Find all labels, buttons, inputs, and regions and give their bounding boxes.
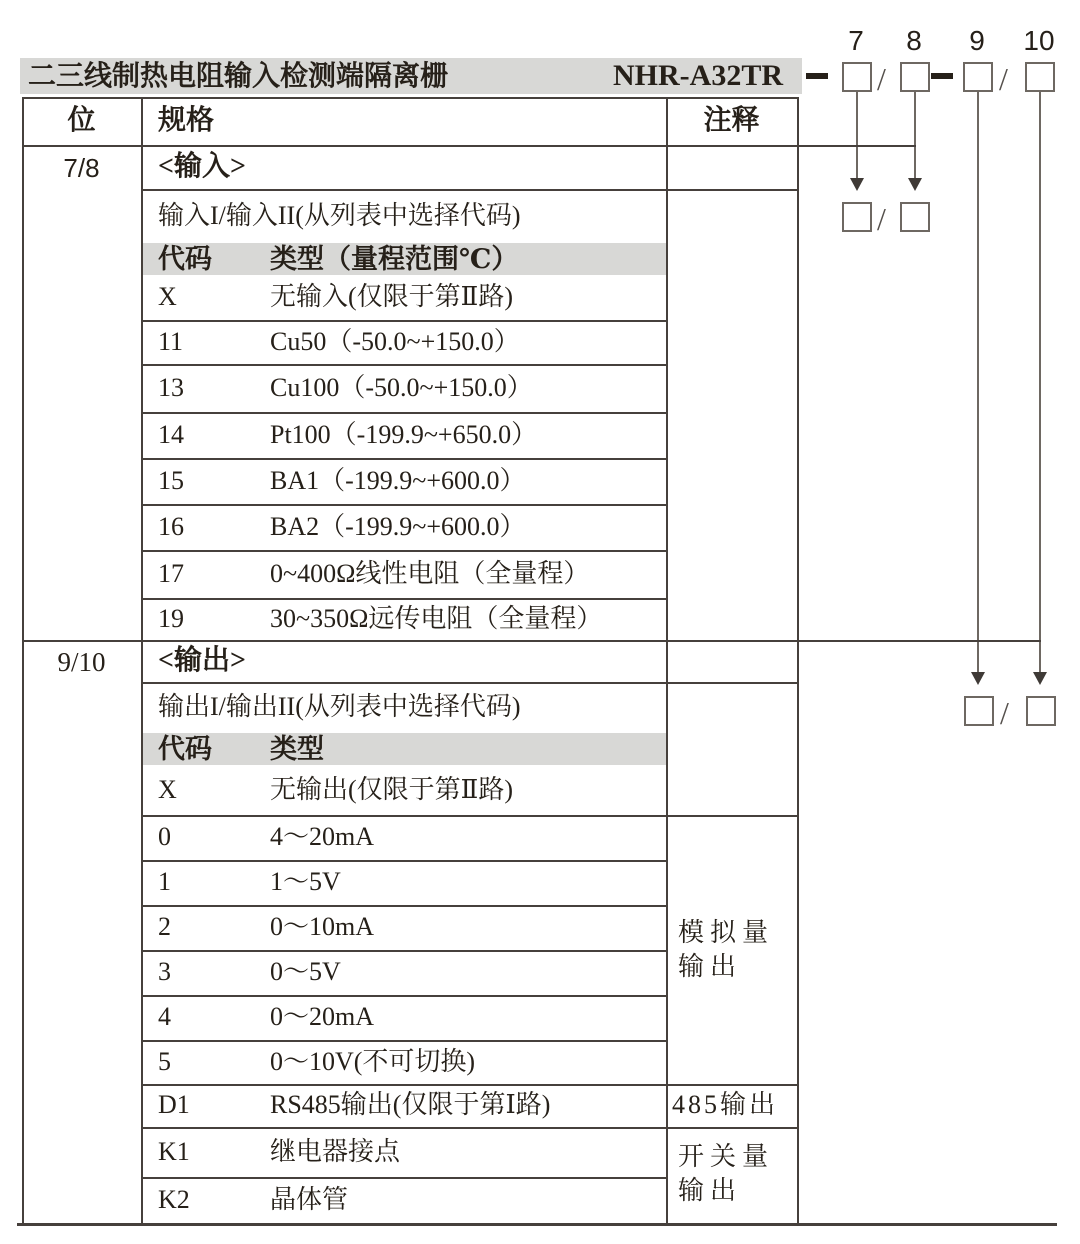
- arrow-down-icon: [1033, 672, 1047, 685]
- code-box-10: [1025, 62, 1055, 92]
- page-title: 二三线制热电阻输入检测端隔离栅: [28, 61, 449, 92]
- slash-separator: /: [1000, 695, 1009, 731]
- row-line: [141, 995, 666, 997]
- note-switch-output-line2: 输出: [678, 1176, 743, 1205]
- row-line: [141, 550, 666, 552]
- output-row-type: 无输出(仅限于第Ⅱ路): [270, 775, 513, 804]
- input-row-type: 无输入(仅限于第Ⅱ路): [270, 282, 513, 311]
- arrow-down-icon: [850, 178, 864, 191]
- note-analog-output-line1: 模拟量: [678, 918, 775, 947]
- row-line: [141, 682, 799, 684]
- output-code-header-bar: [143, 733, 666, 765]
- input-row-code: X: [158, 282, 177, 311]
- output-row-type: 晶体管: [270, 1185, 349, 1214]
- output-row-code: D1: [158, 1090, 190, 1119]
- row-line: [141, 905, 666, 907]
- output-row-type: 0～5V: [270, 957, 341, 986]
- row-line: [141, 1177, 666, 1179]
- section-divider: [22, 640, 1041, 642]
- note-switch-output-line1: 开关量: [678, 1142, 775, 1171]
- output-row-code: 1: [158, 867, 171, 896]
- output-row-code: 0: [158, 822, 171, 851]
- output-row-code: 4: [158, 1002, 171, 1031]
- input-code-box-8: [900, 202, 930, 232]
- output-row-type: 0～20mA: [270, 1002, 375, 1031]
- digit-label-8: 8: [906, 25, 922, 56]
- input-type-header: 类型（量程范围℃）: [270, 244, 519, 274]
- input-row-code: 17: [158, 559, 184, 588]
- slash-separator: /: [877, 201, 886, 237]
- row-line: [141, 412, 666, 414]
- connector-line-10: [1039, 92, 1041, 674]
- input-section-title: <输入>: [158, 151, 246, 182]
- output-pos-label: 9/10: [57, 647, 106, 677]
- arrow-down-icon: [971, 672, 985, 685]
- output-subtitle: 输出I/输出II(从列表中选择代码): [158, 692, 521, 721]
- input-code-header: 代码: [158, 244, 212, 274]
- input-row-type: Cu50（-50.0~+150.0）: [270, 327, 520, 356]
- row-line: [141, 1127, 799, 1129]
- row-line: [141, 320, 666, 322]
- row-line: [141, 860, 666, 862]
- connector-line-7: [856, 92, 858, 180]
- output-code-box-10: [1026, 696, 1056, 726]
- col-header-note: 注释: [703, 105, 760, 136]
- output-row-type: 继电器接点: [270, 1137, 401, 1166]
- connector-line-9: [977, 92, 979, 674]
- output-section-title: <输出>: [158, 645, 246, 676]
- output-type-header: 类型: [270, 734, 324, 764]
- note-485-output: 485输出: [672, 1090, 779, 1119]
- col-divider-spec-note: [666, 97, 668, 1225]
- col-header-pos: 位: [67, 105, 96, 136]
- row-line: [141, 1084, 799, 1086]
- digit-label-9: 9: [969, 25, 985, 56]
- code-box-8: [900, 62, 930, 92]
- digit-label-10: 10: [1023, 25, 1055, 56]
- output-row-type: 1～5V: [270, 867, 341, 896]
- row-line: [22, 145, 916, 147]
- output-row-code: K1: [158, 1137, 190, 1166]
- input-row-type: Cu100（-50.0~+150.0）: [270, 373, 533, 402]
- slash-separator: /: [877, 61, 886, 97]
- output-row-code: 5: [158, 1047, 171, 1076]
- row-line: [141, 458, 666, 460]
- code-box-7: [842, 62, 872, 92]
- input-row-type: 30~350Ω远传电阻（全量程）: [270, 604, 603, 633]
- input-subtitle: 输入I/输入II(从列表中选择代码): [158, 201, 521, 230]
- output-code-header: 代码: [158, 734, 212, 764]
- output-row-type: 0～10mA: [270, 912, 375, 941]
- input-row-type: BA1（-199.9~+600.0）: [270, 466, 526, 495]
- row-line: [141, 1040, 666, 1042]
- model-number: NHR-A32TR: [613, 59, 783, 92]
- slash-separator: /: [999, 61, 1008, 97]
- row-line: [141, 950, 666, 952]
- output-row-type: 0～10V(不可切换): [270, 1047, 476, 1076]
- row-line: [141, 815, 799, 817]
- dash-icon: [806, 73, 828, 79]
- row-line: [141, 598, 666, 600]
- output-row-code: 3: [158, 957, 171, 986]
- output-row-type: RS485输出(仅限于第Ⅰ路): [270, 1090, 551, 1119]
- input-row-code: 15: [158, 466, 184, 495]
- row-line: [141, 364, 666, 366]
- table-border-right: [797, 97, 799, 1225]
- output-row-code: K2: [158, 1185, 190, 1214]
- row-line: [141, 504, 666, 506]
- input-row-code: 11: [158, 327, 184, 356]
- input-row-type: BA2（-199.9~+600.0）: [270, 512, 526, 541]
- output-row-type: 4～20mA: [270, 822, 375, 851]
- row-line: [141, 189, 799, 191]
- col-header-spec: 规格: [158, 105, 215, 136]
- note-analog-output-line2: 输出: [678, 952, 743, 981]
- input-row-type: 0~400Ω线性电阻（全量程）: [270, 559, 590, 588]
- row-line: [22, 97, 799, 99]
- digit-label-7: 7: [848, 25, 864, 56]
- output-row-code: X: [158, 775, 177, 804]
- code-box-9: [963, 62, 993, 92]
- input-row-code: 19: [158, 604, 184, 633]
- dash-icon: [931, 73, 953, 79]
- input-row-code: 14: [158, 420, 184, 449]
- connector-line-8: [914, 92, 916, 180]
- arrow-down-icon: [908, 178, 922, 191]
- input-row-type: Pt100（-199.9~+650.0）: [270, 420, 538, 449]
- input-row-code: 16: [158, 512, 184, 541]
- table-border-bottom: [17, 1223, 1057, 1226]
- input-row-code: 13: [158, 373, 184, 402]
- input-code-box-7: [842, 202, 872, 232]
- output-row-code: 2: [158, 912, 171, 941]
- output-code-box-9: [964, 696, 994, 726]
- input-pos-label: 7/8: [63, 153, 100, 183]
